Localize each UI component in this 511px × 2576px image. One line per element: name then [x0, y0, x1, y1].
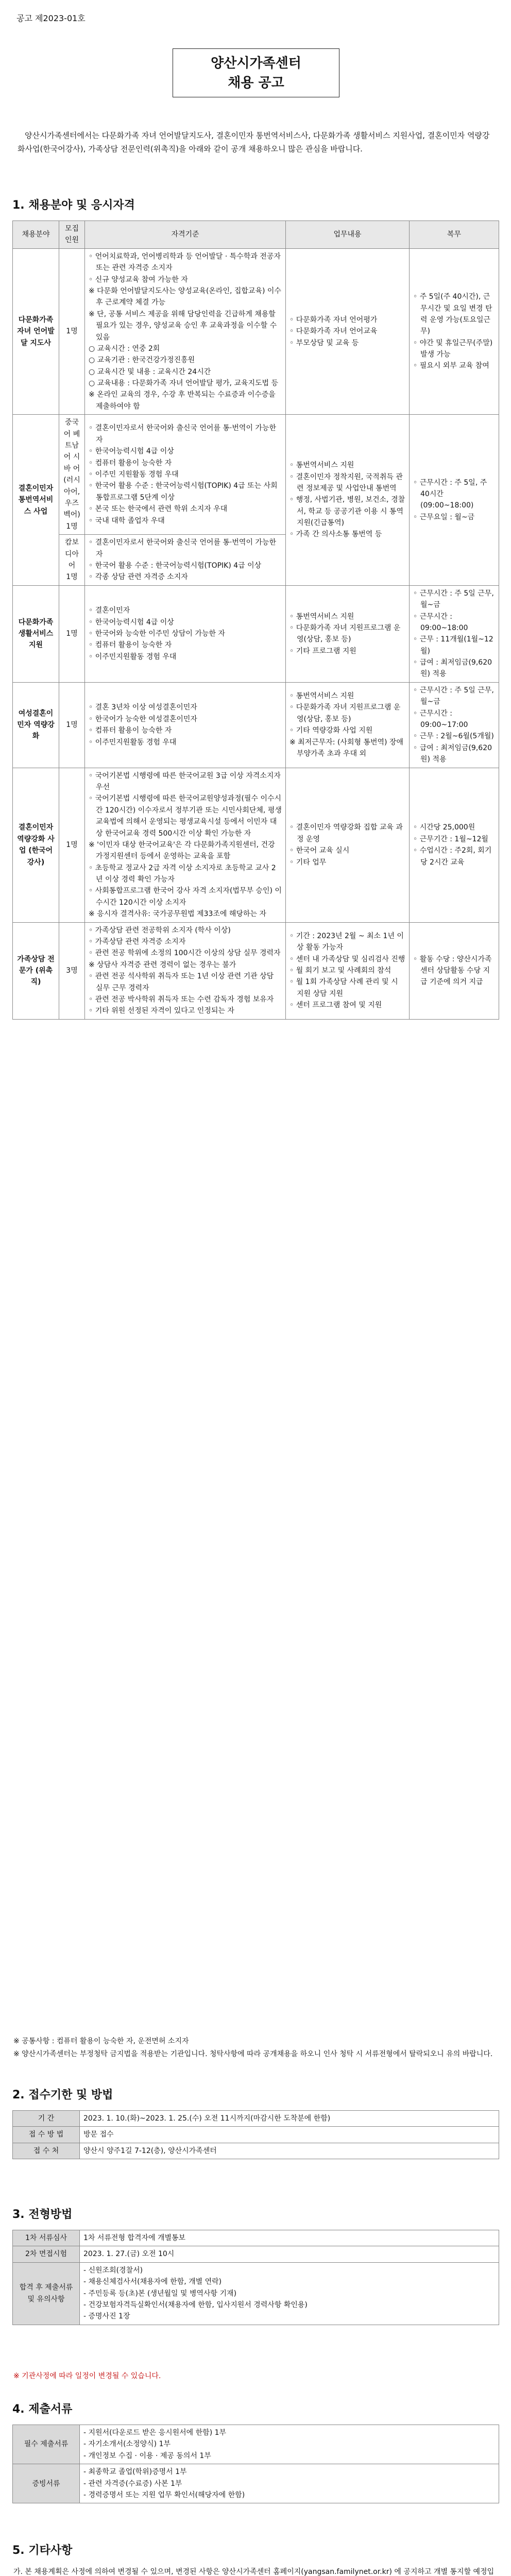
value-line: - 증명사진 1장	[83, 2312, 130, 2321]
col-field: 채용분야	[13, 221, 59, 249]
qualification-cell	[85, 535, 286, 586]
list-item: ◦ 다문화가족 자녀 언어평가	[289, 315, 378, 324]
title-box	[173, 48, 339, 97]
list-item: ◦ 통번역서비스 지원	[289, 692, 354, 701]
qualification-cell	[85, 922, 286, 1019]
row-label: 1차 서류심사	[13, 2230, 80, 2246]
row-value: 양산시 양주1길 7-12(층), 양산시가족센터	[80, 2143, 499, 2159]
table-row	[13, 2425, 499, 2464]
duty-cell	[286, 768, 410, 922]
field-cell: 가족상담 전문가 (위촉직)	[13, 922, 59, 1019]
table-row	[13, 682, 499, 768]
list-item: ◦ 근무시간 : 주 5일 근무, 월~금	[413, 589, 494, 609]
table-row	[13, 922, 499, 1019]
list-item: ※ '이민자 대상 한국어교육'은 각 다문화가족지원센터, 건강가정지원센터 등에서 운영하는 교육을 포함	[89, 840, 275, 861]
section3-title: 3. 전형방법	[12, 2208, 73, 2221]
screening-table	[12, 2230, 499, 2325]
list-item: ◦ 국내 대학 졸업자 우대	[89, 516, 165, 525]
list-item: ◦ 이주민지원활동 경험 우대	[89, 652, 177, 661]
title-line1: 양산시가족센터	[211, 56, 301, 71]
footnote-common: ※ 공통사항 : 컴퓨터 활용이 능숙한 자, 운전면허 소지자	[13, 2037, 189, 2045]
list-item: ◦ 기타 프로그램 지원	[289, 647, 356, 655]
other-item: 가. 본 채용계획은 사정에 의하여 변경될 수 있으며, 변경된 사항은 양산시가족센터 홈페이지(yangsan.familynet.or.kr) 에 공지하고 개별 통지할 예정입	[13, 2568, 495, 2576]
list-item: ○ 교육기관 : 한국건강가정진흥원	[89, 356, 195, 365]
section4-title: 4. 제출서류	[12, 2403, 73, 2416]
col-count: 모집인원	[59, 221, 85, 249]
list-item: ※ 온라인 교육의 경우, 수강 후 반복되는 수료증과 이수증을 제출하여야 함	[89, 391, 276, 411]
list-item: ◦ 본국 또는 한국에서 관련 학위 소지자 우대	[89, 505, 228, 514]
table-row	[13, 585, 499, 682]
list-item: ◦ 통번역서비스 지원	[289, 461, 354, 470]
row-label: 필수 제출서류	[13, 2425, 80, 2464]
row-value: 2023. 1. 10.(화)~2023. 1. 25.(수) 오전 11시까지(마감시한 도착분에 한함)	[80, 2111, 499, 2127]
table-row	[13, 2262, 499, 2325]
list-item: ◦ 야간 및 휴일근무(주말) 발생 가능	[413, 338, 493, 359]
service-cell	[410, 248, 499, 414]
section1-notes	[13, 2035, 498, 2060]
list-item: ◦ 월 회기 보고 및 사례회의 참석	[289, 967, 391, 975]
intro-text: 양산시가족센터에서는 다문화가족 자녀 언어발달지도사, 결혼이민자 통번역서비스사, 다문화가족 생활서비스 지원사업, 결혼이민자 역량강화사업(한국어강사), 가족상담 전문인력(위촉직)을 아래와 같이 공개 채용하오니 많은 관심을 바랍니다.	[18, 131, 490, 154]
field-cell: 다문화가족 자녀 언어발달 지도사	[13, 248, 59, 414]
list-item: ◦ 가족 간 의사소통 통번역 등	[289, 530, 382, 539]
list-item: ◦ 한국어능력시험 4급 이상	[89, 447, 174, 456]
list-item: ※ 단, 공통 서비스 제공을 위해 담당인력을 긴급하게 채용할 필요가 있는 경우, 양성교육 승인 후 교육과정을 이수할 수 있음	[89, 310, 277, 342]
list-item: ◦ 근무 : 11개월(1월~12월)	[413, 635, 493, 655]
qualification-cell	[85, 415, 286, 535]
list-item: ◦ 국어기본법 시행령에 따른 한국어교원양성과정(필수 이수시간 120시간) 이수자로서 정부기관 또는 시민사회단체, 평생교육법에 의해서 운영되는 평생교육시설 등에서 이민자 대상 한국어교육 경력 500시간 이상 확인 가능한 자	[89, 794, 282, 838]
list-item: ◦ 근무요일 : 월~금	[413, 513, 475, 521]
service-cell	[410, 922, 499, 1019]
lang-count-cell	[59, 415, 85, 535]
list-item: ◦ 기간 : 2023년 2월 ~ 최소 1년 이상 활동 가능자	[289, 931, 404, 952]
list-item: ◦ 가족상담 관련 자격증 소지자	[89, 938, 186, 946]
list-item: ◦ 관련 전공 박사학위 취득자 또는 수련 감독자 경험 보유자	[89, 995, 274, 1004]
duty-cell-list	[289, 611, 405, 657]
list-item: ◦ 컴퓨터 활용이 능숙한 자	[89, 641, 172, 650]
value-line: - 개인정보 수집 · 이용 · 제공 동의서 1부	[83, 2451, 211, 2460]
list-item: ◦ 행정, 사법기관, 병원, 보건소, 경찰서, 학교 등 공공기관 이용 시 통역지원(긴급통역)	[289, 496, 405, 528]
value-line: - 경력증명서 또는 지원 업무 확인서(해당자에 한함)	[83, 2490, 245, 2499]
list-item: ◦ 결혼 3년차 이상 여성결혼이민자	[89, 703, 197, 712]
value-line: - 자기소개서(소정양식) 1부	[83, 2440, 171, 2449]
other-items	[13, 2566, 498, 2576]
language-label: 캄보디아어	[64, 538, 79, 570]
section2-title: 2. 접수기한 및 방법	[12, 2089, 113, 2102]
table-row	[13, 2464, 499, 2503]
list-item: ◦ 관련 전공 학위에 소정의 100시간 이상의 상담 실무 경력자	[89, 949, 281, 958]
duty-cell-list	[289, 314, 405, 349]
qualification-cell-list	[89, 422, 282, 527]
recruit-table	[12, 221, 499, 1020]
duty-cell	[286, 922, 410, 1019]
field-cell: 여성결혼이민자 역량강화	[13, 682, 59, 768]
list-item: ◦ 센터 프로그램 참여 및 지원	[289, 1001, 382, 1010]
list-item: ◦ 언어치료학과, 언어병리학과 등 언어발달 · 특수학과 전공자 또는 관련 자격증 소지자	[89, 252, 281, 273]
list-item: ◦ 월 1회 가족상담 사례 관리 및 시 지원 상담 지원	[289, 978, 398, 998]
list-item: ◦ 컴퓨터 활용이 능숙한 자	[89, 726, 172, 735]
value-line: - 지원서(다운로드 받은 응시원서에 한함) 1부	[83, 2429, 227, 2437]
qualification-cell-list	[89, 702, 282, 748]
list-item: ◦ 신규 양성교육 참여 가능한 자	[89, 275, 188, 284]
list-item: ◦ 기타 역량강화 사업 지원	[289, 726, 373, 735]
count-label: 1명	[66, 522, 78, 531]
table-row	[13, 2230, 499, 2246]
list-item: ※ 다문화 언어발달지도사는 양성교육(온라인, 집합교육) 이수 후 근로계약 체결 가능	[89, 286, 281, 307]
duty-cell-list	[289, 690, 405, 759]
row-value	[80, 2464, 499, 2503]
qualification-cell-list	[89, 605, 282, 663]
row-label: 2차 면접시험	[13, 2246, 80, 2262]
list-item: ◦ 한국어 교육 실시	[289, 846, 350, 855]
list-item: ◦ 급여 : 최저임금(9,620원) 적용	[413, 658, 492, 679]
row-value	[80, 2425, 499, 2464]
service-cell-list	[413, 477, 495, 523]
list-item: ◦ 다문화가족 자녀 언어교육	[289, 327, 378, 336]
row-label: 합격 후 제출서류 및 유의사항	[13, 2262, 80, 2325]
list-item: ◦ 관련 전공 석사학위 취득자 또는 1년 이상 관련 기관 상담 실무 근무 경력자	[89, 972, 274, 992]
list-item: ◦ 다문화가족 자녀 지원프로그램 운영(상담, 홍보 등)	[289, 703, 401, 723]
row-label: 기 간	[13, 2111, 80, 2127]
list-item: ◦ 근무기간 : 1월~12월	[413, 835, 488, 843]
value-line: - 건강보험자격득실확인서(채용자에 한함, 입사지원서 경력사항 확인용)	[83, 2300, 308, 2309]
service-cell-list	[413, 588, 495, 680]
list-item: ◦ 이주민지원활동 경험 우대	[89, 738, 177, 747]
field-cell: 결혼이민자 통번역서비스 사업	[13, 415, 59, 585]
list-item: ◦ 결혼이민자	[89, 606, 130, 615]
row-label: 접 수 방 법	[13, 2127, 80, 2143]
lang-count-cell	[59, 535, 85, 586]
list-item: ◦ 사회통합프로그램 한국어 강사 자격 소지자(법무부 승인) 이수시간 120시간 이상 소지자	[89, 887, 282, 907]
qualification-cell-list	[89, 770, 282, 920]
duty-cell	[286, 248, 410, 414]
list-item: ※ 응시자 결격사유: 국가공무원법 제33조에 해당하는 자	[89, 910, 266, 919]
row-value: 1차 서류전형 합격자에 개별통보	[80, 2230, 499, 2246]
row-value: 방문 접수	[80, 2127, 499, 2143]
list-item: ◦ 한국어능력시험 4급 이상	[89, 618, 174, 626]
list-item: ◦ 가족상담 관련 전공학위 소지자 (학사 이상)	[89, 926, 231, 935]
list-item: ◦ 근무시간 : 09:00~18:00	[413, 612, 468, 632]
count-cell: 1명	[59, 248, 85, 414]
duty-cell-list	[289, 822, 405, 868]
service-cell	[410, 768, 499, 922]
list-item: ◦ 근무시간 : 주 5일, 주 40시간 (09:00~18:00)	[413, 478, 487, 510]
service-cell-list	[413, 822, 495, 868]
list-item: ◦ 초등학교 정교사 2급 자격 이상 소지자로 초등학교 교사 2년 이상 경력 확인 가능자	[89, 863, 276, 884]
service-cell-list	[413, 685, 495, 766]
duty-cell	[286, 585, 410, 682]
count-cell: 1명	[59, 682, 85, 768]
list-item: ◦ 한국어가 능숙한 여성결혼이민자	[89, 715, 197, 723]
qualification-cell	[85, 682, 286, 768]
list-item: ◦ 이주민 지원활동 경험 우대	[89, 470, 179, 479]
value-line: - 채용신체검사서(채용자에 한함, 개별 연락)	[83, 2278, 222, 2286]
list-item: ◦ 결혼이민자로서 한국어와 출신국 언어를 통·번역이 가능한 자	[89, 424, 276, 444]
service-cell	[410, 585, 499, 682]
col-qual: 자격기준	[85, 221, 286, 249]
list-item: ◦ 결혼이민자 정착지원, 국적취득 관련 정보제공 및 사업안내 통번역	[289, 472, 403, 493]
list-item: ◦ 근무 : 2월~6월(5개월)	[413, 732, 494, 741]
list-item: ◦ 주 5일(주 40시간), 근무시간 및 요일 변경 탄력 운영 가능(토요일근무)	[413, 293, 492, 336]
table-row	[13, 415, 499, 535]
qualification-cell	[85, 585, 286, 682]
list-item: ○ 교육시간 및 내용 : 교육시간 24시간	[89, 367, 211, 376]
service-cell-list	[413, 291, 495, 372]
duty-cell-list	[289, 930, 405, 1011]
list-item: ◦ 결혼이민자로서 한국어와 출신국 언어를 통·번역이 가능한 자	[89, 538, 276, 558]
row-value: 2023. 1. 27.(금) 오전 10시	[80, 2246, 499, 2262]
list-item: ◦ 기타 위원 선정된 자격이 있다고 인정되는 자	[89, 1007, 234, 1015]
value-line: - 신원조회(경찰서)	[83, 2266, 143, 2275]
list-item: ◦ 활동 수당 : 양산시가족센터 상담활동 수당 지급 기준에 의거 지급	[413, 955, 492, 987]
list-item: ◦ 결혼이민자 역량강화 집합 교육 과정 운영	[289, 823, 403, 843]
list-item: ◦ 다문화가족 자녀 지원프로그램 운영(상담, 홍보 등)	[289, 623, 401, 644]
qualification-cell-list	[89, 537, 282, 583]
table-row	[13, 2111, 499, 2127]
application-table	[12, 2110, 499, 2159]
list-item: ◦ 통번역서비스 지원	[289, 612, 354, 621]
count-cell: 1명	[59, 585, 85, 682]
list-item: ※ 상담사 자격증 관련 경력이 없는 경우는 불가	[89, 960, 236, 969]
service-cell	[410, 682, 499, 768]
qualification-cell	[85, 768, 286, 922]
qualification-cell-list	[89, 251, 282, 412]
documents-table	[12, 2425, 499, 2503]
list-item: ◦ 각종 상담 관련 자격증 소지자	[89, 573, 188, 582]
list-item: ◦ 수업시간 : 주2회, 회기당 2시간 교육	[413, 846, 492, 867]
schedule-note: ※ 기관사정에 따라 일정이 변경될 수 있습니다.	[13, 2372, 161, 2380]
title-line2: 채용 공고	[228, 75, 284, 91]
table-row	[13, 2143, 499, 2159]
list-item: ◦ 한국어와 능숙한 이주민 상담이 가능한 자	[89, 630, 225, 638]
duty-cell	[286, 415, 410, 585]
service-cell	[410, 415, 499, 585]
list-item: ○ 교육내용 : 다문화가족 자녀 언어발달 평가, 교육지도법 등	[89, 379, 279, 388]
list-item: ◦ 국어기본법 시행령에 따른 한국어교원 3급 이상 자격소지자 우선	[89, 771, 281, 791]
count-cell: 3명	[59, 922, 85, 1019]
table-row	[13, 2246, 499, 2262]
list-item: ○ 교육시간 : 연중 2회	[89, 344, 160, 353]
col-service: 복무	[410, 221, 499, 249]
field-cell: 결혼이민자 역량강화 사업 (한국어 강사)	[13, 768, 59, 922]
list-item: ◦ 급여 : 최저임금(9,620원) 적용	[413, 743, 492, 764]
col-duty: 업무내용	[286, 221, 410, 249]
row-value	[80, 2262, 499, 2325]
service-cell-list	[413, 954, 495, 988]
value-line: - 최종학교 졸업(학위)증명서 1부	[83, 2468, 187, 2477]
list-item: ◦ 필요시 외부 교육 참여	[413, 362, 489, 370]
row-label: 증빙서류	[13, 2464, 80, 2503]
row-label: 접 수 처	[13, 2143, 80, 2159]
list-item: ◦ 근무시간 : 09:00~17:00	[413, 709, 468, 730]
count-label: 1명	[66, 573, 78, 582]
list-item: ※ 최저근무자: (사회형 통번역) 장애 부양가족 초과 우대 외	[289, 738, 403, 758]
count-cell: 1명	[59, 768, 85, 922]
footnote-clean: ※ 양산시가족센터는 부정청탁 금지법을 적용받는 기관입니다. 청탁사항에 따라 공개채용을 하오니 인사 청탁 시 서류전형에서 탈락되오니 유의 바랍니다.	[13, 2049, 493, 2058]
table-row	[13, 248, 499, 414]
field-cell: 다문화가족 생활서비스 지원	[13, 585, 59, 682]
language-label: 중국어 베트남어 시바 어 (러시아어, 우즈벡어)	[63, 418, 80, 519]
list-item: ◦ 부모상담 및 교육 등	[289, 338, 359, 347]
table-row	[13, 2127, 499, 2143]
notice-number: 공고 제2023-01호	[16, 13, 86, 23]
list-item: ◦ 한국어 활용 수준 : 한국어능력시험(TOPIK) 4급 또는 사회통합프로그램 5단계 이상	[89, 482, 278, 502]
value-line: - 주민등록 등(초)본 (생년월일 및 병역사항 기재)	[83, 2289, 237, 2298]
list-item: ◦ 컴퓨터 활용이 능숙한 자	[89, 459, 172, 467]
value-line: - 관련 자격증(수료증) 사본 1부	[83, 2479, 182, 2488]
duty-cell-list	[289, 460, 405, 540]
list-item: ◦ 근무시간 : 주 5일 근무, 월~금	[413, 686, 494, 706]
list-item: ◦ 기타 업무	[289, 858, 327, 867]
duty-cell	[286, 682, 410, 768]
qualification-cell	[85, 248, 286, 414]
section1-title: 1. 채용분야 및 응시자격	[12, 199, 135, 212]
table-row	[13, 768, 499, 922]
list-item: ◦ 한국어 활용 수준 : 한국어능력시험(TOPIK) 4급 이상	[89, 561, 262, 570]
section5-title: 5. 기타사항	[12, 2544, 73, 2557]
qualification-cell-list	[89, 925, 282, 1017]
list-item: ◦ 센터 내 가족상담 및 심리검사 진행	[289, 955, 405, 963]
list-item: ◦ 시간당 25,000원	[413, 823, 475, 832]
